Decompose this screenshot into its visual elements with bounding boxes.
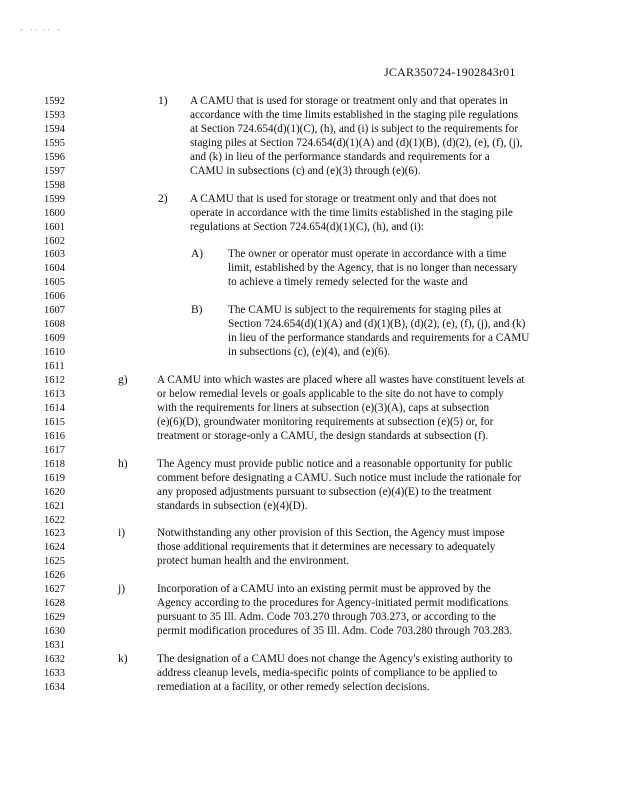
line-number: 1615 bbox=[44, 416, 65, 428]
line-number: 1622 bbox=[44, 514, 65, 526]
paragraph-line: treatment or storage-only a CAMU, the design standards at subsection (f). bbox=[157, 429, 489, 442]
stray-marks: " '' '' " bbox=[20, 28, 64, 36]
line-number: 1616 bbox=[44, 430, 65, 442]
line-number: 1628 bbox=[44, 598, 65, 610]
line-number: 1625 bbox=[44, 556, 65, 568]
paragraph-line: CAMU in subsections (c) and (e)(3) through (e)(6). bbox=[190, 164, 421, 177]
paragraph-line: A CAMU into which wastes are placed where all wastes have constituent levels at bbox=[157, 374, 525, 386]
line-number: 1603 bbox=[44, 249, 65, 261]
line-number: 1632 bbox=[44, 654, 65, 665]
paragraph-line: those additional requirements that it determines are necessary to adequately bbox=[157, 541, 496, 554]
paragraph-line: A CAMU that is used for storage or treatment only and that operates in bbox=[190, 95, 508, 107]
paragraph-line: Section 724.654(d)(1)(A) and (d)(1)(B), (d)(2), (e), (f), (j), and (k) bbox=[228, 318, 526, 331]
line-number: 1614 bbox=[44, 402, 65, 414]
paragraph-line: at Section 724.654(d)(1)(C), (h), and (i) is subject to the requirements for bbox=[190, 122, 519, 135]
line-number: 1618 bbox=[44, 458, 65, 470]
line-number: 1634 bbox=[44, 681, 65, 693]
paragraph-line: permit modification procedures of 35 Ill. Adm. Code 703.280 through 703.283. bbox=[157, 625, 513, 638]
paragraph-line: and (k) in lieu of the performance standards and requirements for a bbox=[190, 150, 490, 163]
subsection-label: j) bbox=[118, 583, 126, 596]
subsection-label: A) bbox=[191, 248, 204, 261]
line-number: 1629 bbox=[44, 612, 65, 624]
line-number: 1619 bbox=[44, 472, 65, 484]
paragraph-line: or below remedial levels or goals applicable to the site do not have to comply bbox=[157, 387, 504, 400]
line-number: 1592 bbox=[44, 96, 65, 107]
line-number: 1612 bbox=[44, 375, 65, 386]
paragraph-line: any proposed adjustments pursuant to subsection (e)(4)(E) to the treatment bbox=[157, 485, 492, 498]
line-number: 1602 bbox=[44, 235, 65, 247]
line-number: 1600 bbox=[44, 207, 65, 219]
paragraph-line: with the requirements for liners at subsection (e)(3)(A), caps at subsection bbox=[157, 401, 490, 414]
line-number: 1630 bbox=[44, 626, 65, 638]
paragraph-line: The owner or operator must operate in accordance with a time bbox=[228, 248, 507, 261]
line-number: 1613 bbox=[44, 388, 65, 400]
paragraph-line: in lieu of the performance standards and requirements for a CAMU bbox=[228, 332, 530, 345]
line-number: 1595 bbox=[44, 137, 65, 149]
line-number: 1601 bbox=[44, 221, 65, 233]
line-number: 1606 bbox=[44, 291, 65, 303]
line-number: 1593 bbox=[44, 109, 65, 121]
line-number: 1596 bbox=[44, 151, 65, 163]
subsection-label: g) bbox=[118, 374, 128, 386]
line-number: 1594 bbox=[44, 123, 65, 135]
paragraph-line: regulations at Section 724.654(d)(1)(C), (h), and (i): bbox=[190, 220, 424, 233]
paragraph-line: to achieve a timely remedy selected for the waste and bbox=[228, 276, 468, 289]
line-number: 1597 bbox=[44, 165, 65, 177]
paragraph-line: protect human health and the environment. bbox=[157, 555, 349, 568]
line-number: 1608 bbox=[44, 319, 65, 331]
paragraph-line: address cleanup levels, media-specific points of compliance to be applied to bbox=[157, 666, 498, 679]
paragraph-line: The Agency must provide public notice and a reasonable opportunity for public bbox=[157, 457, 513, 470]
paragraph-line: A CAMU that is used for storage or treatment only and that does not bbox=[190, 192, 497, 205]
subsection-label: i) bbox=[118, 527, 126, 540]
line-number: 1607 bbox=[44, 305, 65, 317]
line-number: 1623 bbox=[44, 528, 65, 540]
line-number: 1633 bbox=[44, 667, 65, 679]
subsection-label: 1) bbox=[158, 95, 168, 107]
subsection-label: 2) bbox=[158, 192, 168, 205]
line-number: 1604 bbox=[44, 263, 65, 275]
paragraph-line: remediation at a facility, or other remedy selection decisions. bbox=[157, 680, 430, 693]
paragraph-line: The CAMU is subject to the requirements for staging piles at bbox=[228, 304, 502, 317]
subsection-label: k) bbox=[118, 653, 128, 665]
subsection-label: h) bbox=[118, 457, 128, 470]
line-number: 1627 bbox=[44, 584, 65, 596]
line-number: 1626 bbox=[44, 570, 65, 582]
line-number: 1611 bbox=[44, 361, 65, 373]
paragraph-line: Incorporation of a CAMU into an existing permit must be approved by the bbox=[157, 583, 491, 596]
line-number: 1610 bbox=[44, 347, 65, 359]
paragraph-line: comment before designating a CAMU. Such notice must include the rationale for bbox=[157, 471, 522, 484]
line-number: 1617 bbox=[44, 444, 65, 456]
paragraph-line: staging piles at Section 724.654(d)(1)(A) and (d)(1)(B), (d)(2), (e), (f), (j), bbox=[190, 136, 523, 149]
paragraph-line: (e)(6)(D), groundwater monitoring requirements at subsection (e)(5) or, for bbox=[157, 415, 494, 428]
paragraph-line: pursuant to 35 Ill. Adm. Code 703.270 through 703.273, or according to the bbox=[157, 611, 497, 624]
paragraph-line: Notwithstanding any other provision of this Section, the Agency must impose bbox=[157, 527, 505, 540]
line-number: 1599 bbox=[44, 193, 65, 205]
paragraph-line: operate in accordance with the time limits established in the staging pile bbox=[190, 206, 513, 219]
line-number: 1624 bbox=[44, 542, 65, 554]
line-number: 1620 bbox=[44, 486, 65, 498]
paragraph-line: in subsections (c), (e)(4), and (e)(6). bbox=[228, 346, 391, 359]
line-number: 1605 bbox=[44, 277, 65, 289]
line-number: 1609 bbox=[44, 333, 65, 345]
line-number: 1598 bbox=[44, 179, 65, 191]
line-number: 1631 bbox=[44, 640, 65, 652]
subsection-label: B) bbox=[191, 304, 203, 317]
paragraph-line: Agency according to the procedures for Agency-initiated permit modifications bbox=[157, 597, 509, 610]
paragraph-line: accordance with the time limits established in the staging pile regulations bbox=[190, 108, 519, 121]
document-id: JCAR350724-1902843r01 bbox=[384, 65, 516, 79]
paragraph-line: limit, established by the Agency, that is no longer than necessary bbox=[228, 262, 518, 275]
line-number: 1621 bbox=[44, 500, 65, 512]
paragraph-line: standards in subsection (e)(4)(D). bbox=[157, 499, 308, 512]
paragraph-line: The designation of a CAMU does not change the Agency's existing authority to bbox=[157, 653, 513, 665]
